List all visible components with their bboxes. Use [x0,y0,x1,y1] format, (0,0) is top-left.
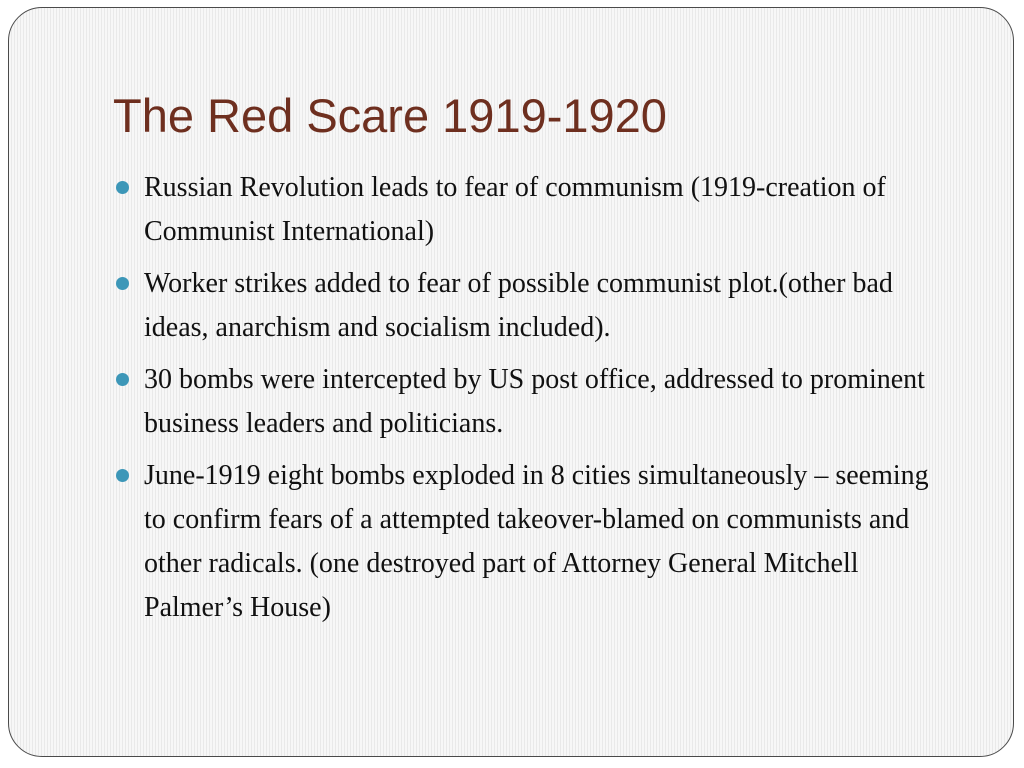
bullet-dot-icon [116,181,129,194]
bullet-text: 30 bombs were intercepted by US post office, addressed to prominent business leaders and politicians. [144,364,925,439]
bullet-dot-icon [116,373,129,386]
bullet-item [116,166,956,254]
bullet-item [116,454,956,630]
slide-title: The Red Scare 1919-1920 [113,89,667,142]
bullet-text: Russian Revolution leads to fear of communism (1919-creation of Communist International) [144,172,886,247]
bullet-list [116,166,956,638]
bullet-text: Worker strikes added to fear of possible communist plot.(other bad ideas, anarchism and socialism included). [144,268,893,343]
bullet-text: June-1919 eight bombs exploded in 8 cities simultaneously – seeming to confirm fears of a attempted takeover-blamed on communists and other radicals. (one destroyed part of Attorney General Mitchell Palmer’s House) [144,460,929,623]
bullet-item [116,358,956,446]
bullet-dot-icon [116,277,129,290]
bullet-dot-icon [116,469,129,482]
bullet-item [116,262,956,350]
